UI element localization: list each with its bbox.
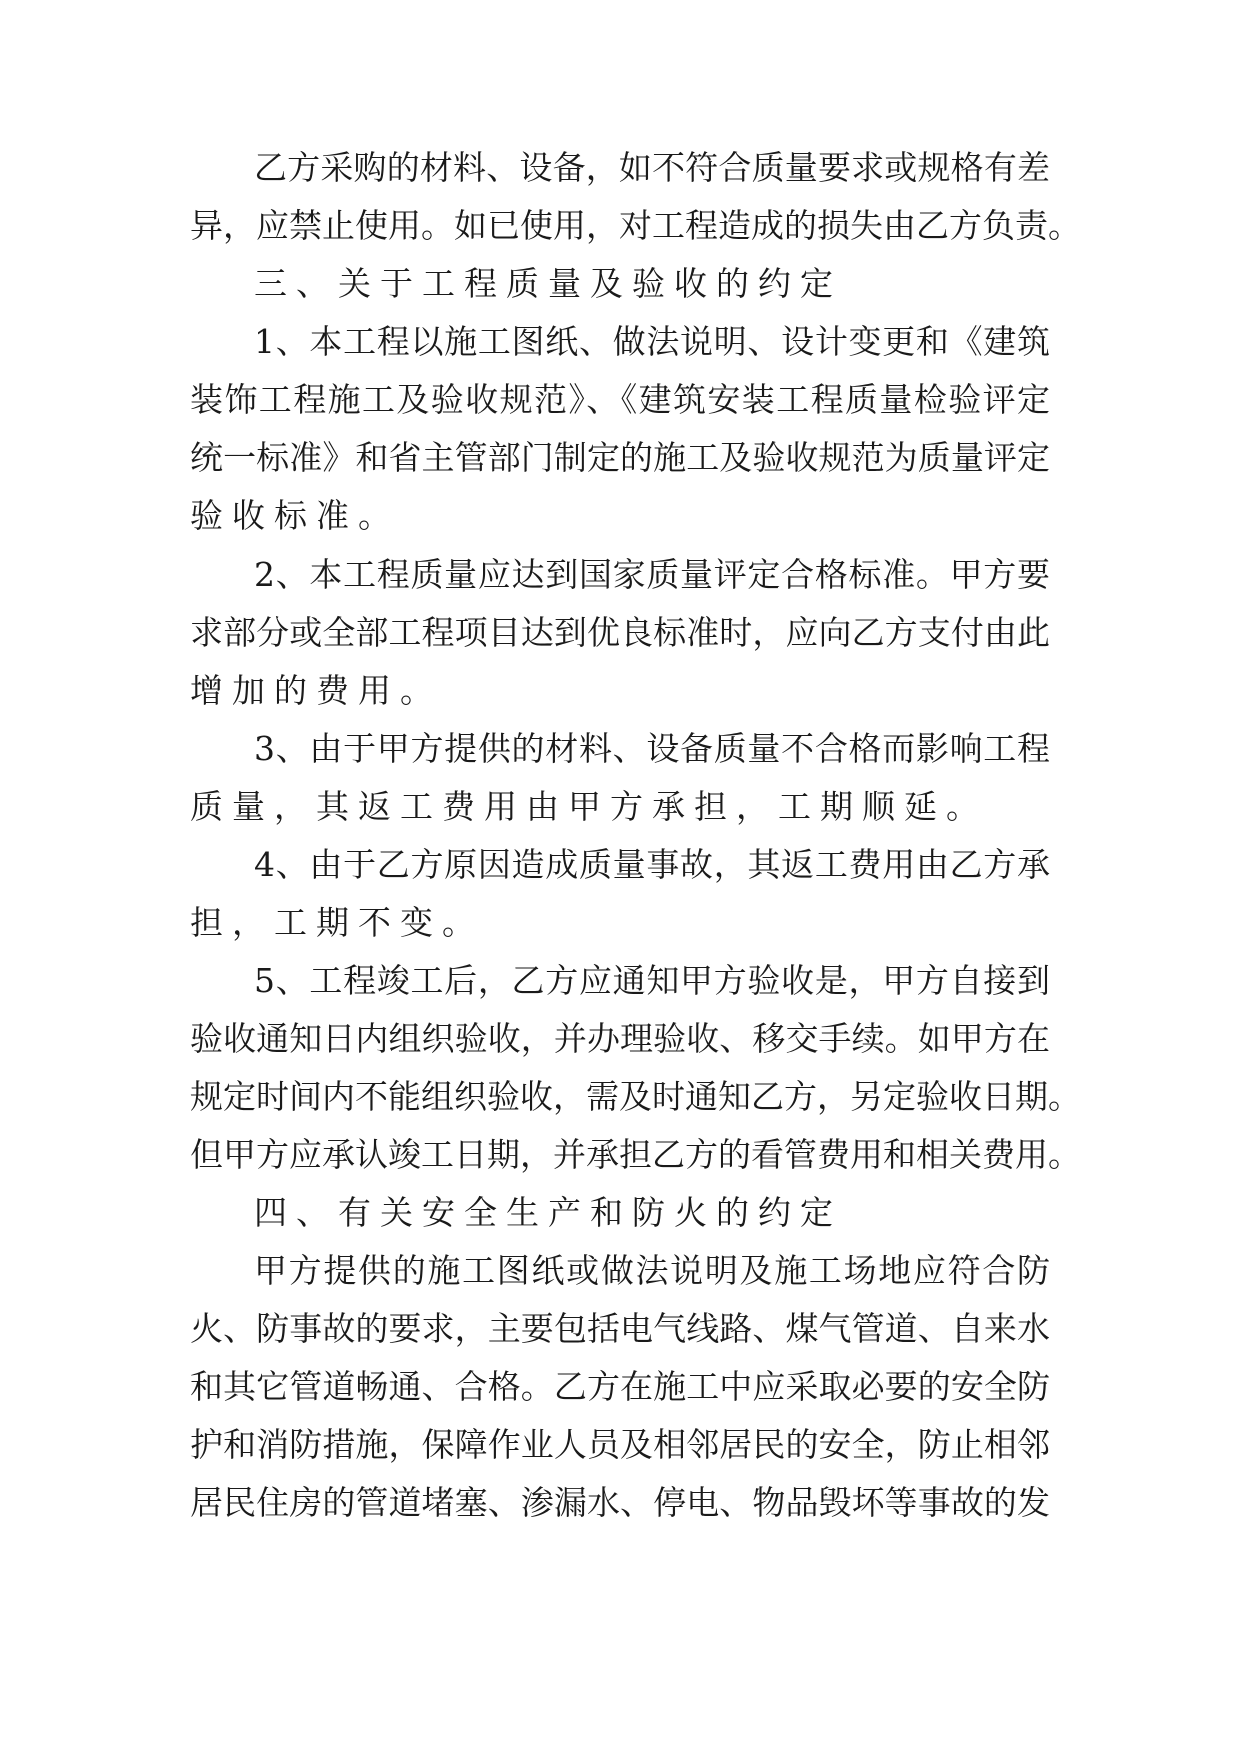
text-line: 3、由于甲方提供的材料、设备质量不合格而影响工程	[254, 729, 1050, 768]
text-line: 2、本工程质量应达到国家质量评定合格标准。甲方要	[254, 555, 1050, 594]
text-line: 4、由于乙方原因造成质量事故，其返工费用由乙方承	[254, 845, 1050, 884]
text-line: 验收标准。	[190, 496, 400, 535]
section-heading: 三、关于工程质量及验收的约定	[254, 264, 842, 303]
text-line: 担，工期不变。	[190, 903, 484, 942]
text-line: 5、工程竣工后，乙方应通知甲方验收是，甲方自接到	[254, 961, 1050, 1000]
text-line: 验收通知日内组织验收，并办理验收、移交手续。如甲方在	[190, 1019, 1050, 1058]
text-line: 甲方提供的施工图纸或做法说明及施工场地应符合防	[254, 1251, 1050, 1290]
text-line: 乙方采购的材料、设备，如不符合质量要求或规格有差	[254, 148, 1050, 187]
text-line: 居民住房的管道堵塞、渗漏水、停电、物品毁坏等事故的发	[190, 1483, 1050, 1522]
text-line: 统一标准》和省主管部门制定的施工及验收规范为质量评定	[190, 438, 1050, 477]
text-line: 质量，其返工费用由甲方承担，工期顺延。	[190, 787, 988, 826]
text-line: 增加的费用。	[190, 671, 442, 710]
text-line: 装饰工程施工及验收规范》、《建筑安装工程质量检验评定	[190, 380, 1050, 419]
text-line: 规定时间内不能组织验收，需及时通知乙方，另定验收日期。	[190, 1077, 1081, 1116]
text-line: 异，应禁止使用。如已使用，对工程造成的损失由乙方负责。	[190, 206, 1081, 245]
text-line: 火、防事故的要求，主要包括电气线路、煤气管道、自来水	[190, 1309, 1050, 1348]
text-line: 护和消防措施，保障作业人员及相邻居民的安全，防止相邻	[190, 1425, 1050, 1464]
text-line: 但甲方应承认竣工日期，并承担乙方的看管费用和相关费用。	[190, 1135, 1081, 1174]
text-line: 1、本工程以施工图纸、做法说明、设计变更和《建筑	[254, 322, 1050, 361]
text-line: 和其它管道畅通、合格。乙方在施工中应采取必要的安全防	[190, 1367, 1050, 1406]
section-heading: 四、有关安全生产和防火的约定	[254, 1193, 842, 1232]
text-line: 求部分或全部工程项目达到优良标准时，应向乙方支付由此	[190, 613, 1050, 652]
